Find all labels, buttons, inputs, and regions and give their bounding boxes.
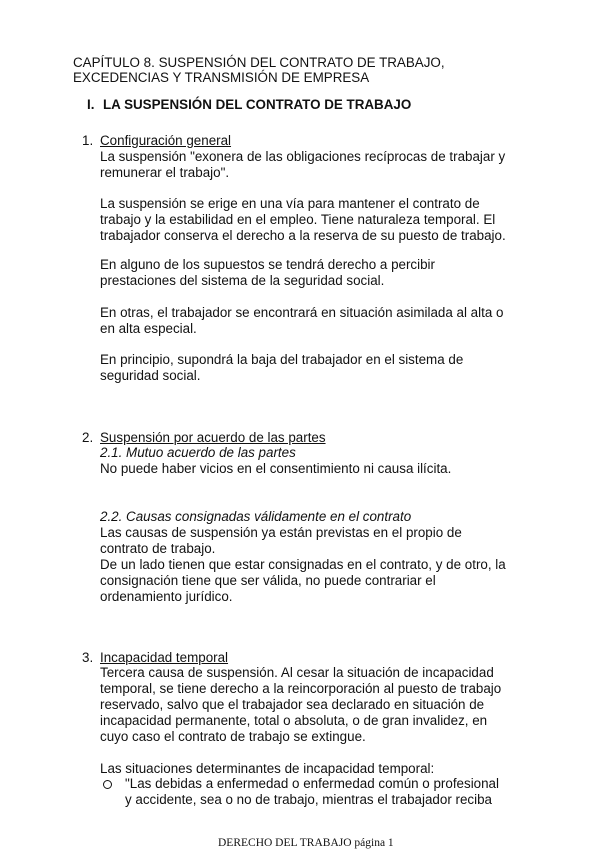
item-3-p1-line-2: temporal, se tiene derecho a la reincorporación al puesto de trabajo: [100, 681, 502, 696]
item-2-sub-1-text: No puede haber vicios en el consentimiento ni causa ilícita.: [100, 461, 452, 476]
item-2-sub-2-title: 2.2. Causas consignadas válidamente en el contrato: [100, 509, 412, 524]
item-1-p4-line-1: En otras, el trabajador se encontrará en situación asimilada al alta o: [100, 305, 504, 320]
section-number: I.: [87, 97, 95, 112]
item-2-heading: Suspensión por acuerdo de las partes: [100, 430, 326, 445]
chapter-title-line-2: EXCEDENCIAS Y TRANSMISIÓN DE EMPRESA: [73, 70, 370, 85]
item-1-heading: Configuración general: [100, 133, 232, 148]
item-3-bullet-1-line-1: "Las debidas a enfermedad o enfermedad común o profesional: [125, 776, 499, 791]
item-1-p5-line-2: seguridad social.: [100, 368, 201, 383]
item-1-p5-line-1: En principio, supondrá la baja del trabajador en el sistema de: [100, 352, 464, 367]
item-2-sub-2-line-1: Las causas de suspensión ya están previstas en el propio de: [100, 525, 462, 540]
item-1-p1-line-1: La suspensión "exonera de las obligaciones recíprocas de trabajar y: [100, 149, 506, 164]
item-3-number: 3.: [82, 650, 94, 665]
item-3-bullet-1-line-2: y accidente, sea o no de trabajo, mientras el trabajador reciba: [125, 792, 492, 807]
item-3-p2: Las situaciones determinantes de incapacidad temporal:: [100, 761, 435, 776]
item-2-sub-2-line-5: ordenamiento jurídico.: [100, 589, 233, 604]
item-1-p2-line-2: trabajo y la estabilidad en el empleo. Tiene naturaleza temporal. El: [100, 212, 496, 227]
item-2-number: 2.: [82, 430, 94, 445]
item-1-p1-line-2: remunerar el trabajo".: [100, 165, 230, 180]
chapter-title-line-1: CAPÍTULO 8. SUSPENSIÓN DEL CONTRATO DE TRABAJO,: [73, 55, 445, 70]
item-1-p4-line-2: en alta especial.: [100, 321, 197, 336]
item-1-number: 1.: [82, 133, 94, 148]
hollow-bullet-icon: [103, 780, 112, 789]
item-2-sub-1-title: 2.1. Mutuo acuerdo de las partes: [100, 445, 296, 460]
item-3-heading: Incapacidad temporal: [100, 650, 229, 665]
item-3-p1-line-1: Tercera causa de suspensión. Al cesar la situación de incapacidad: [100, 665, 494, 680]
item-3-p1-line-5: cuyo caso el contrato de trabajo se extingue.: [100, 729, 366, 744]
item-1-p3-line-1: En alguno de los supuestos se tendrá derecho a percibir: [100, 257, 435, 272]
item-1-p2-line-3: trabajador conserva el derecho a la reserva de su puesto de trabajo.: [100, 228, 506, 243]
item-3-p1-line-4: incapacidad permanente, total o absoluta, o de gran invalidez, en: [100, 713, 488, 728]
section-title: LA SUSPENSIÓN DEL CONTRATO DE TRABAJO: [103, 97, 412, 112]
item-2-sub-2-line-3: De un lado tienen que estar consignadas en el contrato, y de otro, la: [100, 557, 506, 572]
item-2-sub-2-line-2: contrato de trabajo.: [100, 541, 216, 556]
item-1-p3-line-2: prestaciones del sistema de la seguridad social.: [100, 273, 385, 288]
page-footer: DERECHO DEL TRABAJO página 1: [218, 837, 394, 849]
item-2-sub-2-line-4: consignación tiene que ser válida, no puede contrariar el: [100, 573, 436, 588]
item-1-p2-line-1: La suspensión se erige en una vía para mantener el contrato de: [100, 196, 480, 211]
item-3-p1-line-3: reservado, salvo que el trabajador sea declarado en situación de: [100, 697, 485, 712]
